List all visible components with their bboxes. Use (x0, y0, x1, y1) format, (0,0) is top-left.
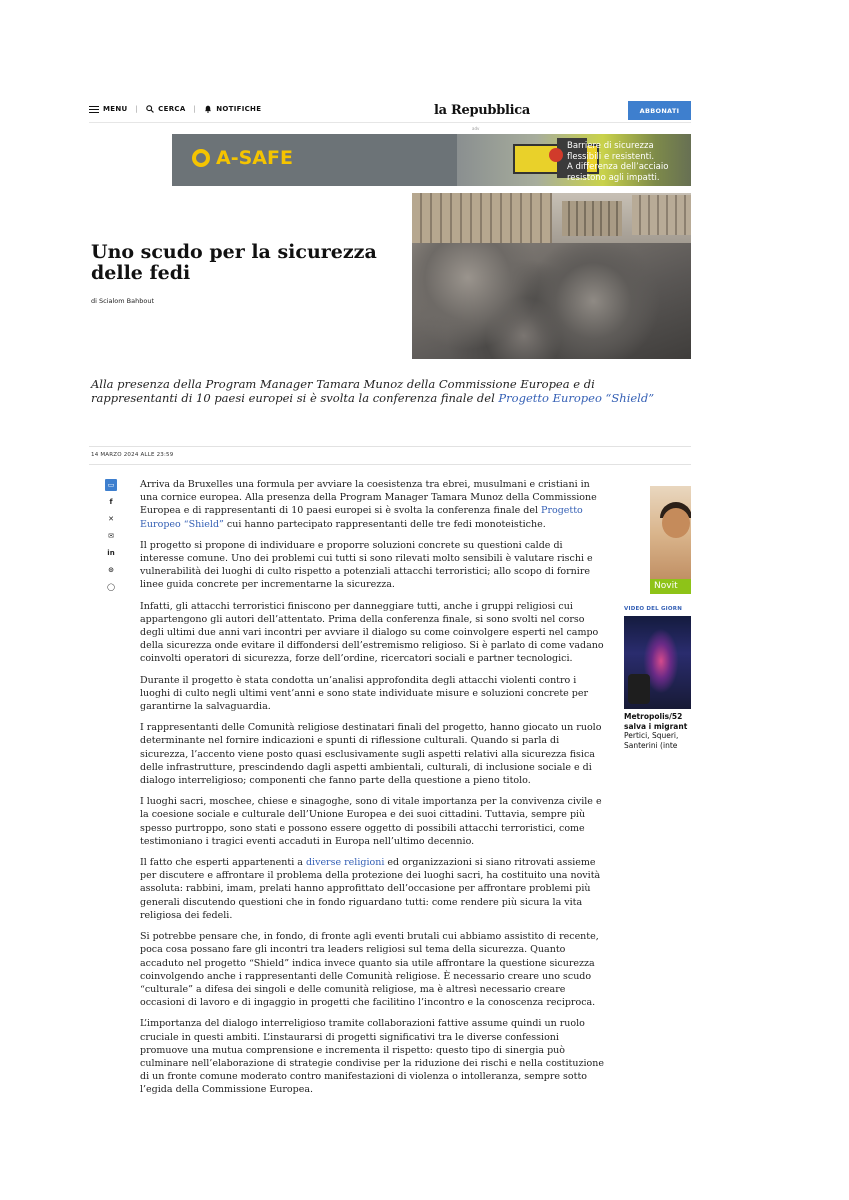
paragraph-text: Il fatto che esperti appartenenti a (140, 857, 306, 869)
ad-banner[interactable] (172, 134, 691, 186)
menu-button[interactable] (89, 105, 128, 113)
camera-image (628, 674, 650, 704)
search-icon (146, 105, 154, 113)
article-paragraph (140, 856, 604, 922)
nav-separator: | (193, 105, 197, 113)
paragraph-text: Arriva da Bruxelles una formula per avviare la coesistenza tra ebrei, musulmani e cristiani in una cornice europea. Alla presenza della Program Manager Tamara Munoz della Commissione Europea e di rappresentanti di 10 paesi europei si è svolta la conferenza finale del (140, 479, 597, 517)
religions-link[interactable]: diverse religioni (305, 857, 385, 869)
ad-text-line: flessibili e resistenti. (567, 151, 655, 162)
caption-line: salva i migrant (624, 721, 688, 731)
article-title: Uno scudo per la sicurezza delle fedi (91, 241, 377, 284)
email-icon: ✉ (108, 532, 114, 540)
subscribe-button[interactable]: ABBONATI (628, 101, 691, 120)
divider (89, 464, 691, 465)
whatsapp-share-button[interactable] (105, 581, 117, 593)
summary-text: Alla presenza della Program Manager Tamara Munoz della Commissione Europea e di rappresentanti di 10 paesi europei si è svolta la conferenza finale del (91, 377, 595, 405)
rail-promo-card[interactable] (650, 486, 691, 594)
ad-label: adv (472, 126, 480, 131)
caption-line: Pertici, Squeri, (624, 731, 679, 740)
ad-text-line: resistono agli impatti. (567, 172, 660, 183)
hero-image (412, 193, 691, 359)
rail-video-caption[interactable] (624, 712, 691, 750)
notifications-button[interactable] (204, 105, 261, 113)
pinterest-icon: ⊙ (108, 566, 114, 574)
email-share-button[interactable] (105, 530, 117, 542)
facebook-icon: f (109, 498, 113, 506)
publish-date: 14 MARZO 2024 ALLE 23:59 (91, 452, 174, 458)
whatsapp-icon: ◯ (107, 583, 115, 591)
menu-label: MENU (103, 105, 128, 113)
x-share-button[interactable] (105, 513, 117, 525)
notifications-label: NOTIFICHE (216, 105, 262, 113)
paragraph-text: ed organizzazioni si siano ritrovati assieme per discutere e affrontare il problema della protezione dei luoghi sacri, ha costituito una novità assoluta: rabbini, imam, prelati hanno approfittato dell’occasione per affrontare problemi più generali discutendo questioni che in fondo riguardano tutti: come rendere più sicura la vita religiosa dei fedeli. (140, 857, 601, 921)
novita-label: Novit (650, 579, 691, 594)
hamburger-icon (89, 106, 99, 113)
article-paragraph: Il progetto si propone di individuare e proporre soluzioni concrete su questioni calde di interesse comune. Uno dei problemi cui tutti si sono rilevati molto sensibili è valutare rischi e vulnerabilità dei luoghi di culto rispetto a potenziali attacchi terroristici; allo scopo di fornire linee guida concrete per incrementarne la sicurezza. (140, 539, 593, 591)
search-label: CERCA (158, 105, 186, 113)
asafe-logo-icon (192, 149, 210, 167)
nav-separator: | (135, 105, 139, 113)
article-paragraph (140, 478, 604, 531)
paragraph-text: cui hanno partecipato rappresentanti delle tre fedi monoteistiche. (223, 518, 546, 530)
article-summary (91, 378, 663, 405)
pinterest-share-button[interactable] (105, 564, 117, 576)
article-paragraph: I luoghi sacri, moschee, chiese e sinagoghe, sono di vitale importanza per la convivenza civile e la coesione sociale e culturale dell’Unione Europea e dei suoi cittadini. Tuttavia, sempre più spesso purtroppo, sono stati e possono essere oggetto di possibili attacchi terroristici, come testimoniano i tragici eventi accaduti in Europa nell’ultimo decennio. (140, 796, 602, 847)
linkedin-share-button[interactable] (105, 547, 117, 559)
bell-icon (204, 105, 212, 113)
share-bar (105, 479, 117, 598)
article-body (140, 478, 604, 1105)
video-section-label[interactable]: VIDEO DEL GIORN (624, 606, 683, 612)
ad-brand (192, 147, 293, 169)
linkedin-icon: in (107, 549, 115, 557)
summary-project-link[interactable]: Progetto Europeo “Shield” (498, 390, 655, 405)
article-paragraph: Durante il progetto è stata condotta un’analisi approfondita degli attacchi violenti contro i luoghi di culto negli ultimi vent’anni e sono state individuate misure e soluzioni concrete per garantirne la salvaguardia. (140, 674, 589, 713)
search-button[interactable] (146, 105, 185, 113)
rubble-image (412, 243, 691, 359)
divider (89, 446, 691, 447)
building-image (632, 195, 691, 235)
building-image (562, 201, 622, 236)
ad-brand-text: A-SAFE (216, 147, 293, 169)
child-face-image (662, 508, 690, 538)
ad-text-line: A differenza dell’acciaio (567, 162, 669, 172)
caption-line: Santerini (inte (624, 740, 678, 750)
x-icon: ✕ (108, 515, 114, 523)
article-paragraph: I rappresentanti delle Comunità religiose destinatari finali del progetto, hanno giocato un ruolo determinante nel fornire indicazioni e spunti di riflessione culturali. Quando si parla di sicurezza, l’accento viene posto quasi esclusivamente sugli aspetti relativi alla sicurezza fisica delle infrastrutture, prescindendo dagli aspetti ambientali, culturali, di inclusione sociale e di dialogo interreligioso; componenti che fanno parte della questione a pieno titolo. (140, 722, 602, 787)
comment-button[interactable] (105, 479, 117, 491)
comment-icon: ▭ (107, 481, 115, 489)
ad-text-line: Barriere di sicurezza (567, 141, 654, 151)
article-paragraph: Si potrebbe pensare che, in fondo, di fronte agli eventi brutali cui abbiamo assistito di recente, poca cosa possano fare gli incontri tra leaders religiosi sul tema della sicurezza. Quanto accaduto nel progetto “Shield” indica invece quanto sia utile affrontare la questione sicurezza coinvolgendo anche i rappresentanti delle Comunità religiose. È necessario creare uno scudo “culturale” a difesa dei singoli e delle comunità religiose, ma è altresì necessario creare occasioni di lavoro e di ingaggio in progetti che facilitino l’incontro e la conoscenza reciproca. (140, 931, 599, 1009)
site-logo[interactable]: la Repubblica (434, 103, 530, 118)
article-paragraph: L’importanza del dialogo interreligioso tramite collaborazioni fattive assume quindi un ruolo cruciale in questi ambiti. L’instaurarsi di progetti significativi tra le diverse confessioni promuove una mutua comprensione e incrementa il rispetto: questo tipo di sinergia può culminare nell’elaborazione di strategie condivise per la riduzione dei rischi e nella costituzione di un fronte comune moderato contro manifestazioni di violenza o intolleranza, sempre sotto l’egida della Commissione Europea. (140, 1018, 604, 1096)
header-nav (89, 105, 261, 113)
article-paragraph: Infatti, gli attacchi terroristici finiscono per danneggiare tutti, anche i gruppi religiosi cui appartengono gli autori dell’attentato. Prima della conferenza finale, si sono svolti nel corso degli ultimi due anni vari incontri per avviare il dialogo su come coinvolgere esperti nel campo della sicurezza onde evitare il diffondersi dell’estremismo religioso. Si è parlato di come vadano coinvolti operatori di sicurezza, forze dell’ordine, ricercatori sociali e partner tecnologici. (140, 600, 604, 665)
facebook-share-button[interactable] (105, 496, 117, 508)
warning-light-image (549, 148, 563, 162)
project-link[interactable]: Progetto Europeo “Shield” (140, 505, 583, 530)
site-header (89, 100, 691, 123)
rail-video-thumbnail[interactable] (624, 616, 691, 709)
article-byline[interactable]: di Scialom Bahbout (91, 297, 155, 305)
ad-text (567, 141, 668, 183)
caption-line: Metropolis/52 (624, 712, 683, 721)
